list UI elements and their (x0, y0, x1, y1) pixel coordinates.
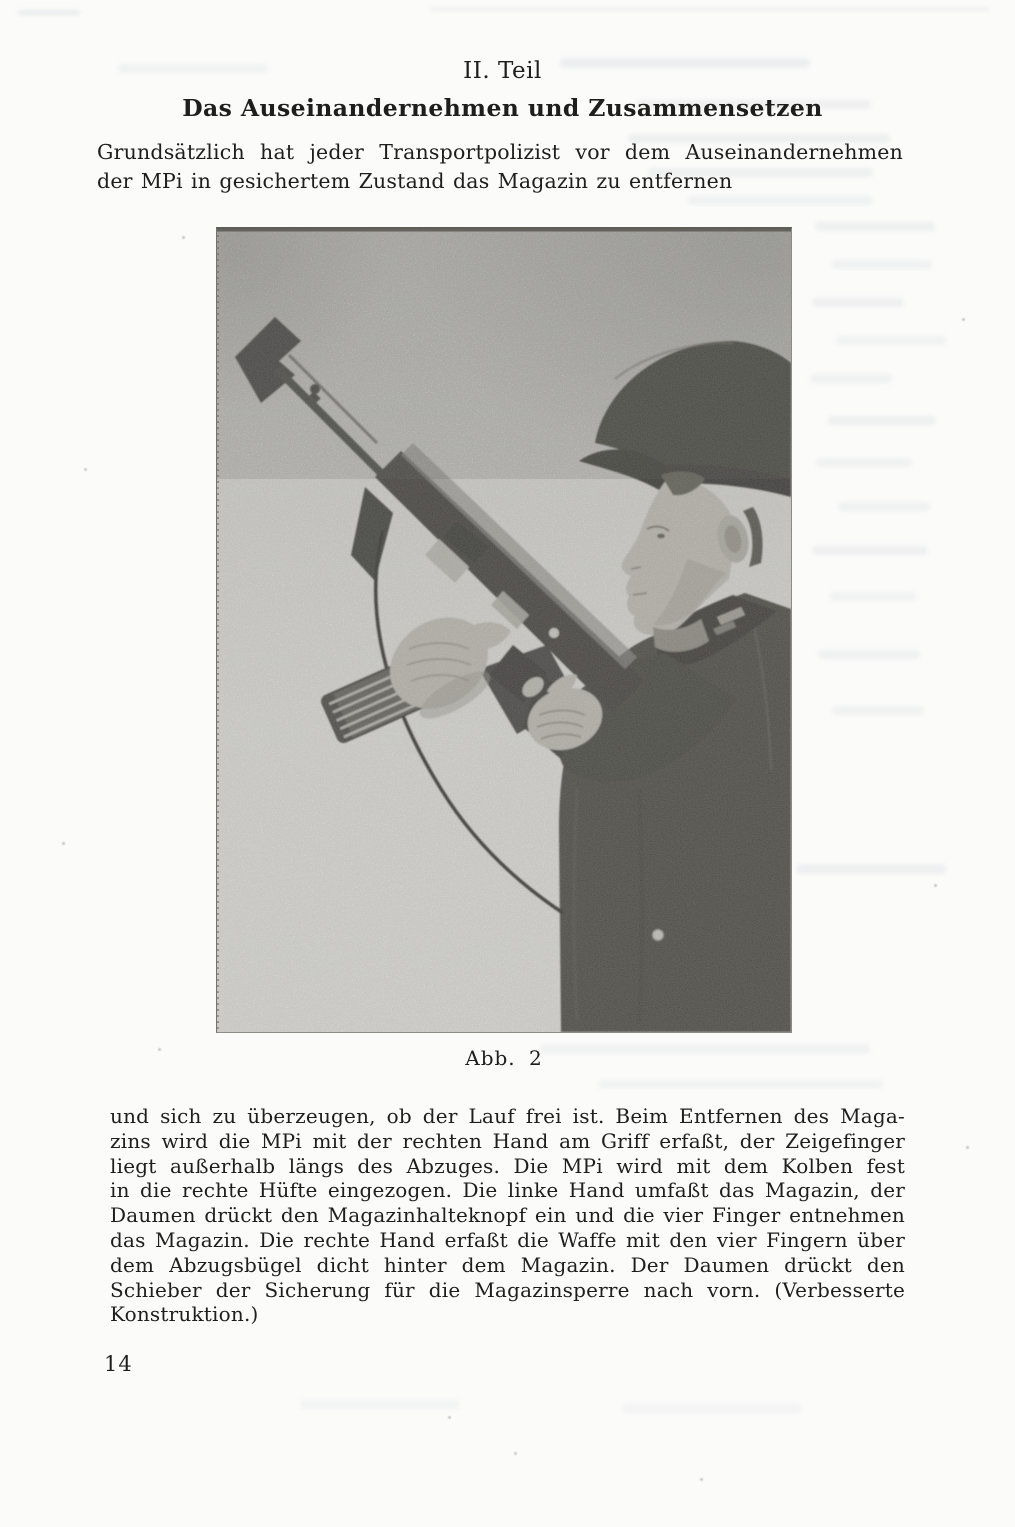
bleedthrough-mark (832, 706, 924, 715)
bleedthrough-mark (812, 298, 904, 307)
bleedthrough-mark (598, 1080, 883, 1089)
bleedthrough-mark (818, 650, 920, 659)
text-line: der MPi in gesichertem Zustand das Magazin zu entfernen (97, 169, 733, 193)
figure-photo-illustration (217, 229, 791, 1032)
text-line: liegt außerhalb längs des Abzuges. Die MPi wird mit dem Kolben fest (110, 1153, 905, 1178)
scan-speck (514, 1452, 517, 1455)
bleedthrough-mark (18, 10, 80, 15)
bleedthrough-mark (815, 222, 935, 231)
scan-speck (158, 1048, 161, 1051)
text-line: Daumen drückt den Magazinhalteknopf ein und die vier Finger entnehmen (110, 1203, 905, 1228)
body-paragraph (110, 1104, 905, 1327)
text-line: das Magazin. Die rechte Hand erfaßt die Waffe mit den vier Fingern über (110, 1227, 905, 1252)
scan-speck (962, 318, 965, 321)
page-number: 14 (104, 1352, 133, 1376)
text-line: Schieber der Sicherung für die Magazinsperre nach vorn. (Verbesserte (110, 1277, 905, 1302)
chapter-heading: Das Auseinandernehmen und Zusammensetzen (182, 94, 823, 122)
text-line: Grundsätzlich hat jeder Transportpolizist vor dem Auseinandernehmen (97, 140, 903, 164)
bleedthrough-mark (810, 374, 892, 383)
bleedthrough-mark (430, 8, 990, 10)
scan-speck (182, 236, 185, 239)
text-line: in die rechte Hüfte eingezogen. Die linke Hand umfaßt das Magazin, der (110, 1178, 905, 1203)
bleedthrough-mark (796, 864, 946, 874)
scan-speck (84, 468, 87, 471)
bleedthrough-mark (836, 336, 946, 345)
scan-speck (62, 842, 65, 845)
bleedthrough-mark (688, 196, 873, 205)
bleedthrough-mark (622, 1404, 802, 1413)
text-line: dem Abzugsbügel dicht hinter dem Magazin. Der Daumen drückt den (110, 1252, 905, 1277)
text-line: zins wird die MPi mit der rechten Hand am Griff erfaßt, der Zeigefinger (110, 1128, 905, 1153)
figure-caption: Abb. 2 (465, 1046, 543, 1070)
bleedthrough-mark (828, 416, 936, 425)
scan-speck (448, 1416, 451, 1419)
bleedthrough-mark (300, 1400, 460, 1409)
scan-speck (966, 1146, 969, 1149)
text-line: und sich zu überzeugen, ob der Lauf frei ist. Beim Entfernen des Maga- (110, 1104, 905, 1128)
bleedthrough-mark (812, 546, 928, 555)
scan-speck (934, 884, 937, 887)
intro-paragraph (97, 138, 903, 196)
figure-photo (216, 227, 792, 1033)
part-heading: II. Teil (463, 58, 542, 84)
text-line: Konstruktion.) (110, 1302, 259, 1327)
bleedthrough-mark (830, 592, 916, 601)
bleedthrough-mark (832, 260, 932, 269)
bleedthrough-mark (816, 458, 912, 467)
bleedthrough-mark (838, 502, 930, 511)
scan-speck (700, 1478, 703, 1481)
